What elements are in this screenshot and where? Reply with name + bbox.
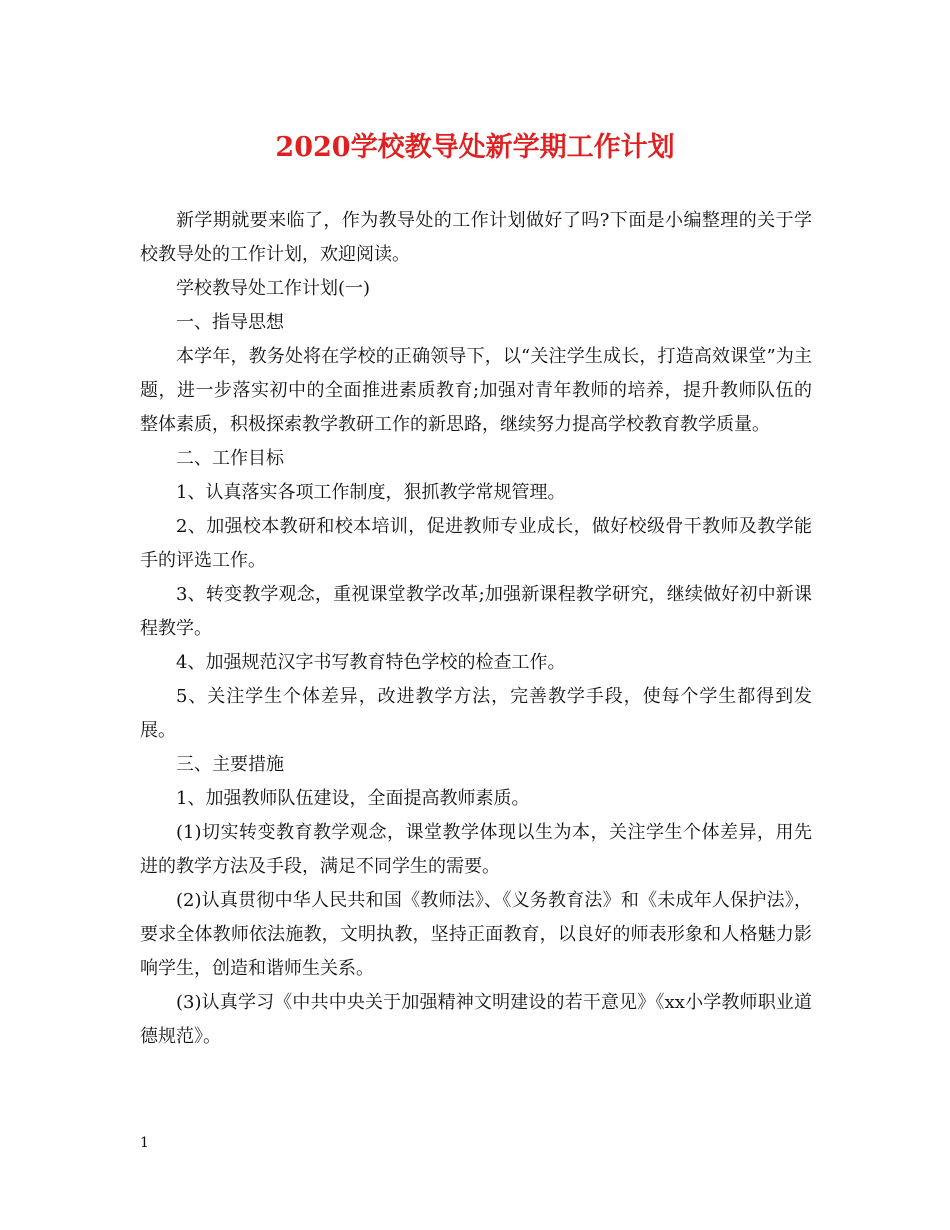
document-body	[140, 204, 812, 1054]
goal-item-5: 5、关注学生个体差异，改进教学方法，完善教学手段，使每个学生都得到发展。	[140, 686, 812, 741]
measure-subitem-3: (3)认真学习《中共中央关于加强精神文明建设的若干意见》《xx小学教师职业道德规范》。	[140, 992, 812, 1047]
section-heading-main-measures: 三、主要措施	[176, 754, 284, 775]
section-heading-work-goals: 二、工作目标	[176, 448, 284, 469]
page-title: 2020学校教导处新学期工作计划	[275, 132, 675, 163]
measure-subitem-1: (1)切实转变教育教学观念，课堂教学体现以生为本，关注学生个体差异，用先进的教学方法及手段，满足不同学生的需要。	[140, 822, 812, 877]
page-number: 1	[140, 1135, 149, 1151]
goal-item-1: 1、认真落实各项工作制度，狠抓教学常规管理。	[176, 482, 566, 503]
goal-item-4: 4、加强规范汉字书写教育特色学校的检查工作。	[176, 652, 566, 673]
goal-item-3: 3、转变教学观念，重视课堂教学改革;加强新课程教学研究，继续做好初中新课程教学。	[140, 584, 812, 639]
measure-subitem-2: (2)认真贯彻中华人民共和国《教师法》、《义务教育法》和《未成年人保护法》，要求全体教师依法施教，文明执教，坚持正面教育，以良好的师表形象和人格魅力影响学生，创造和谐师生关系。	[140, 890, 812, 979]
measure-item-1: 1、加强教师队伍建设，全面提高教师素质。	[176, 788, 530, 809]
goal-item-2: 2、加强校本教研和校本培训，促进教师专业成长，做好校级骨干教师及教学能手的评选工作。	[140, 516, 812, 571]
paragraph-intro: 新学期就要来临了，作为教导处的工作计划做好了吗?下面是小编整理的关于学校教导处的工作计划，欢迎阅读。	[140, 210, 812, 265]
section-heading-guiding-thought: 一、指导思想	[176, 312, 284, 333]
paragraph-plan-heading: 学校教导处工作计划(一)	[176, 278, 371, 299]
paragraph-guiding-thought: 本学年，教务处将在学校的正确领导下，以“关注学生成长，打造高效课堂”为主题，进一步落实初中的全面推进素质教育;加强对青年教师的培养，提升教师队伍的整体素质，积极探索教学教研工作的新思路，继续努力提高学校教育教学质量。	[140, 346, 812, 435]
